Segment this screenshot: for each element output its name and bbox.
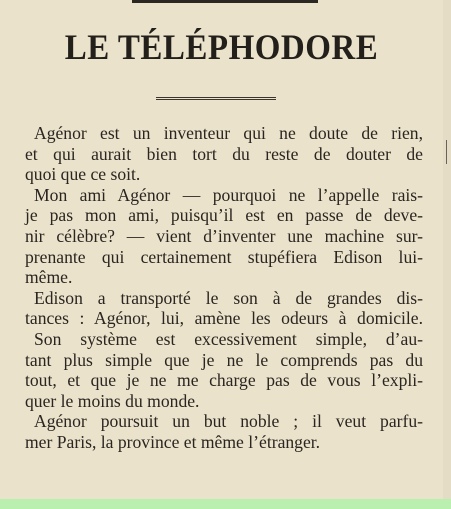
text-line: je pas mon ami, puisqu’il est en passe de deve- bbox=[25, 205, 423, 226]
text-line: quer le moins du monde. bbox=[25, 390, 200, 411]
text-line: Agénor poursuit un but noble ; il veut parfu- bbox=[34, 411, 423, 432]
top-rule bbox=[132, 0, 318, 3]
bottom-edge bbox=[0, 499, 451, 509]
title-divider bbox=[156, 97, 276, 100]
text-line: tout, et que je ne me charge pas de vous l’expli- bbox=[25, 370, 423, 391]
article-body bbox=[25, 123, 423, 453]
text-line: mer Paris, la province et même l’étranger. bbox=[25, 431, 321, 452]
article-title: LE TÉLÉPHODORE bbox=[64, 28, 379, 68]
text-line: et qui aurait bien tort du reste de douter de bbox=[25, 143, 423, 164]
text-line: Son système est excessivement simple, d’au- bbox=[34, 328, 423, 349]
text-line: nir célèbre? — vient d’inventer une machine sur- bbox=[25, 225, 423, 246]
text-line: même. bbox=[25, 267, 73, 288]
text-line: tances : Agénor, lui, amène les odeurs à domicile. bbox=[25, 308, 423, 329]
text-line: Edison a transporté le son à de grandes dis- bbox=[34, 287, 423, 308]
text-line: Agénor est un inventeur qui ne doute de rien, bbox=[34, 123, 423, 143]
margin-mark bbox=[446, 140, 447, 164]
text-line: tant plus simple que je ne le comprends pas du bbox=[25, 349, 423, 370]
text-line: prenante qui certainement stupéfiera Edison lui- bbox=[25, 246, 423, 267]
text-line: Mon ami Agénor — pourquoi ne l’appelle rais- bbox=[34, 184, 423, 205]
text-line: quoi que ce soit. bbox=[25, 164, 141, 185]
page-margin bbox=[443, 0, 451, 509]
